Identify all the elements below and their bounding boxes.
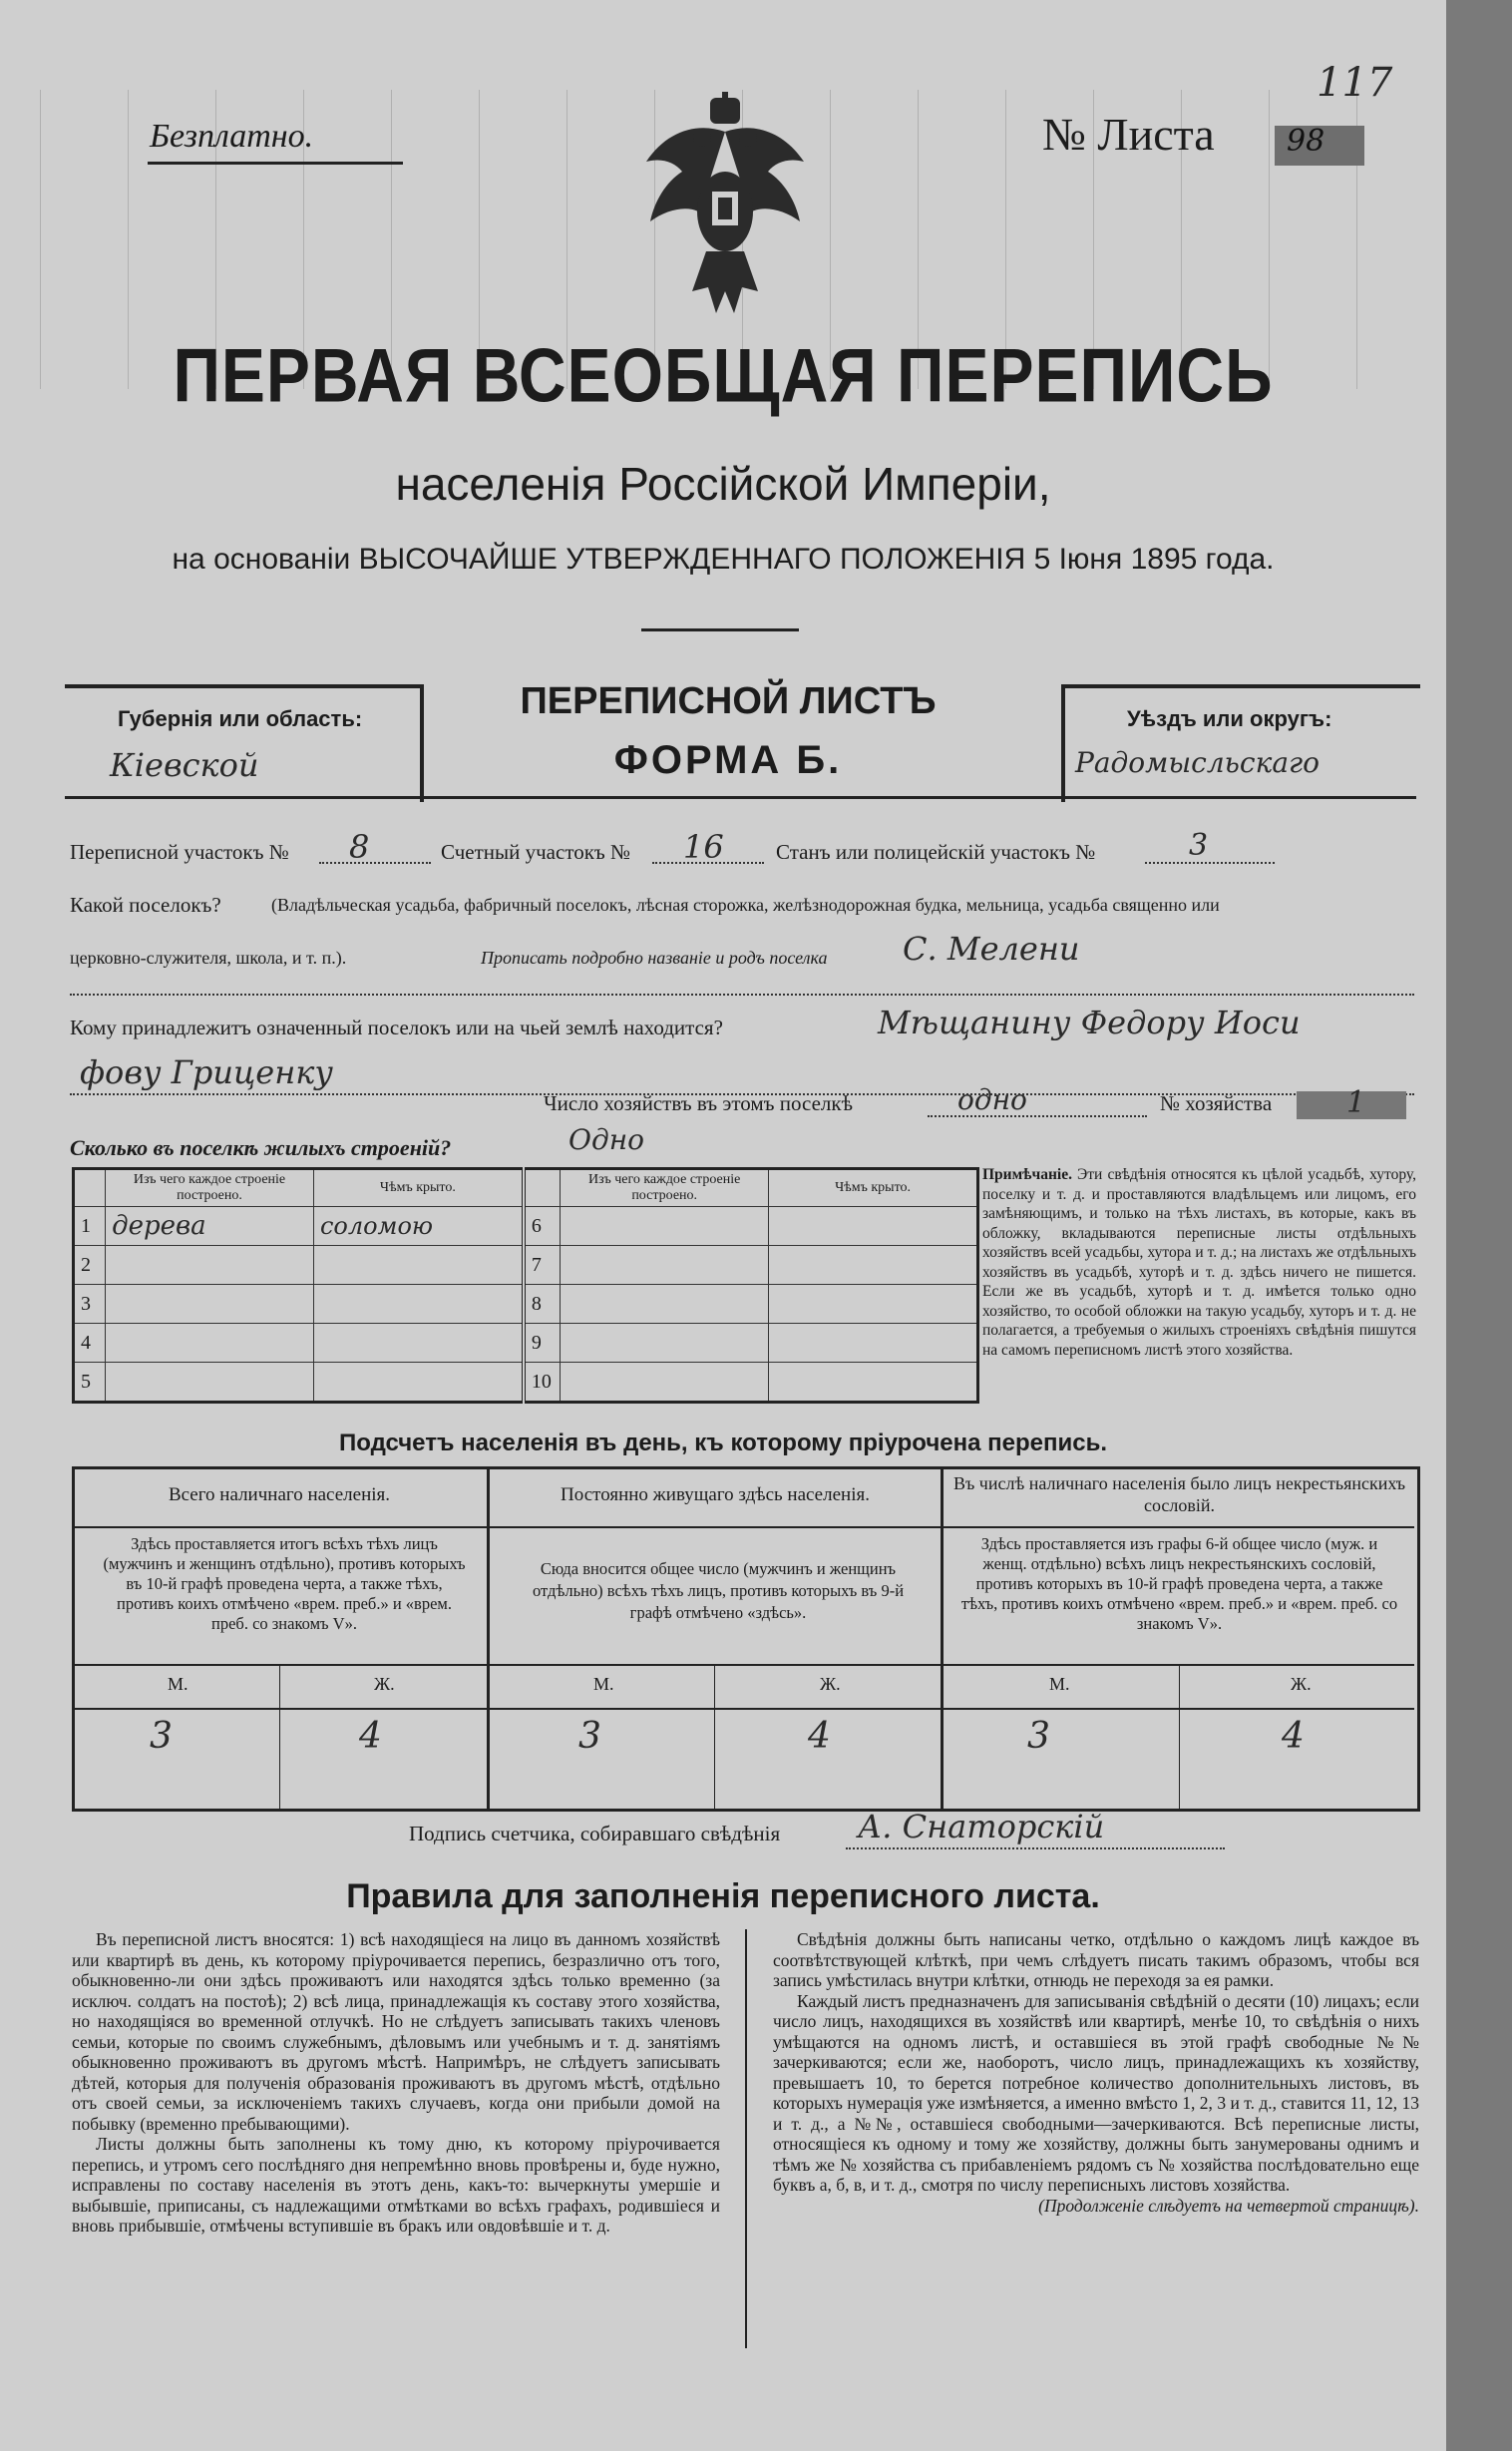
- counting-district-value: 16: [683, 828, 724, 866]
- rules-right-p1: Свѣдѣнія должны быть написаны четко, отдѣльно о каждомъ лицѣ каждое въ соотвѣтствующей клѣткѣ, при чемъ слѣдуетъ писать такимъ образомъ, чтобы вся запись умѣстилась внутри клѣтки, отнюдь не переходя за ея рамки.: [773, 1929, 1419, 1990]
- totals-divider-1: [487, 1466, 490, 1809]
- district-label: Уѣздъ или округъ:: [1127, 706, 1332, 731]
- basis-line: на основаніи ВЫСОЧАЙШЕ УТВЕРЖДЕННАГО ПОЛОЖЕНІЯ 5 Іюня 1895 года.: [172, 543, 1275, 576]
- owner-value-1: Мѣщанину Федору Иоси: [878, 1004, 1301, 1041]
- rules-left-column: [72, 1929, 720, 2237]
- counting-district-label: Счетный участокъ №: [441, 840, 631, 864]
- totals-value-f-1: 4: [359, 1716, 382, 1757]
- census-district-line: [319, 862, 431, 864]
- note-text: Эти свѣдѣнія относятся къ цѣлой усадьбѣ, хутору, поселку и т. д. и проставляются владѣльцемъ или лицомъ, его замѣняющимъ, и только на тѣхъ листахъ, въ которые, какъ въ обложку, вкладываются переписные листы отдѣльныхъ хозяйствъ всей усадьбы, хутора и т. д.; на листахъ же отдѣльныхъ хозяйствъ въ усадьбѣ, хуторѣ и т. д. здѣсь ничего не пишется. Если же въ усадьбѣ, хуторѣ и т. д. имѣется только одно хозяйство, то особой обложки на такую усадьбу, хуторъ и т. д. не полагается, а требуемыя о жилыхъ строеніяхъ свѣдѣнія пишутся на самомъ переписномъ листѣ этого хозяйства.: [982, 1166, 1416, 1359]
- free-label: Безплатно.: [150, 118, 314, 155]
- province-label: Губернія или область:: [118, 706, 363, 731]
- totals-m-2: М.: [593, 1674, 614, 1694]
- rules-title: Правила для заполненія переписного листа.: [346, 1877, 1100, 1915]
- totals-f-1: Ж.: [374, 1674, 395, 1694]
- signature-label: Подпись счетчика, собиравшаго свѣдѣнія: [409, 1822, 781, 1845]
- main-title: ПЕРВАЯ ВСЕОБЩАЯ ПЕРЕПИСЬ: [173, 332, 1274, 418]
- police-district-value: 3: [1189, 828, 1209, 863]
- totals-sub-1: [279, 1664, 280, 1809]
- form-name: ФОРМА Б.: [613, 738, 843, 782]
- totals-mf-rule-top: [72, 1664, 1414, 1666]
- households-value: одно: [957, 1083, 1027, 1116]
- rules-left-p1: Въ переписной листъ вносятся: 1) всѣ находящіеся на лицо въ данномъ хозяйствѣ или квартирѣ въ день, къ которому пріурочивается перепись, безразлично отъ того, обыкновенно-ли они здѣсь проживаютъ или находятся здѣсь только временно (за исключ. солдатъ на постоѣ); 2) всѣ лица, принадлежащія къ составу этого хозяйства, но находящіяся во временной отлучкѣ. Но не слѣдуетъ записывать такихъ членовъ семьи, которые по своимъ служебнымъ, дѣловымъ или учебнымъ и т. д. занятіямъ обыкновенно проживаютъ въ другомъ мѣстѣ. Напримѣръ, не слѣдуетъ записывать дѣтей, которыя для полученія образованія проживаютъ въ другомъ мѣстѣ, отдѣльно отъ своей семьи, за исключеніемъ такихъ случаевъ, когда они прибыли домой на побывку (временно пребывающими).: [72, 1929, 720, 2134]
- district-box: [1061, 684, 1420, 802]
- totals-value-m-2: 3: [578, 1716, 601, 1757]
- settlement-hint-2: церковно-служителя, школа, и т. п.).: [70, 948, 347, 968]
- police-district-line: [1145, 862, 1275, 864]
- settlement-value: С. Мелени: [903, 930, 1080, 968]
- police-district-label: Станъ или полицейскій участокъ №: [776, 840, 1096, 864]
- buildings-col-material-2: Изъ чего каждое строеніе построено.: [561, 1169, 769, 1207]
- households-label: Число хозяйствъ въ этомъ поселкѣ: [544, 1091, 853, 1115]
- household-no-label: № хозяйства: [1160, 1091, 1273, 1115]
- table-row: 1 дерева соломою 6: [74, 1207, 978, 1246]
- totals-sub-2: [714, 1664, 715, 1809]
- owner-value-2: фову Гриценку: [80, 1053, 333, 1091]
- totals-table: [72, 1466, 1420, 1812]
- title-divider: [641, 628, 799, 631]
- settlement-hint-1: (Владѣльческая усадьба, фабричный поселокъ, лѣсная сторожка, желѣзнодорожная будка, мельница, усадьба священно или: [271, 895, 1220, 915]
- buildings-question: Сколько въ поселкѣ жилыхъ строеній?: [70, 1135, 452, 1160]
- imperial-eagle-emblem: [636, 92, 814, 323]
- owner-question: Кому принадлежитъ означенный поселокъ или на чьей землѣ находится?: [70, 1016, 723, 1039]
- households-line: [928, 1115, 1147, 1117]
- census-district-value: 8: [349, 828, 370, 866]
- rules-left-p2: Листы должны быть заполнены къ тому дню, къ которому пріурочивается перепись, и утромъ сего послѣдняго дня непремѣнно вновь провѣрены и, буде нужно, исправлены по составу населенія въ этотъ день, какъ-то: вычеркнуты умершіе и выбывшіе, приписаны, съ надлежащими отмѣтками во всѣхъ графахъ, родившіеся и вновь прибывшіе, отмѣчены вступившіе въ бракъ или овдовѣвшіе и т. д.: [72, 2134, 720, 2236]
- totals-col2-desc: Сюда вносится общее число (мужчинъ и женщинъ отдѣльно) всѣхъ тѣхъ лицъ, противъ которыхъ въ 9-й графѣ отмѣчено «здѣсь».: [532, 1559, 905, 1622]
- buildings-value: Одно: [568, 1123, 645, 1156]
- table-row: 3 8: [74, 1285, 978, 1324]
- household-no-value: 1: [1346, 1085, 1366, 1120]
- totals-col1-desc: Здѣсь проставляется итогъ всѣхъ тѣхъ лицъ (мужчинъ и женщинъ отдѣльно), противъ которыхъ въ 10-й графѣ проведена черта, а также тѣхъ, противъ коихъ отмѣчено «врем. преб.» и «врем. преб. со знакомъ V».: [103, 1534, 466, 1633]
- totals-head-rule-1: [72, 1526, 1414, 1528]
- totals-m-1: М.: [168, 1674, 189, 1694]
- totals-f-3: Ж.: [1291, 1674, 1312, 1694]
- totals-sub-3: [1179, 1664, 1180, 1809]
- totals-col3-desc: Здѣсь проставляется изъ графы 6-й общее число (муж. и женщ. отдѣльно) всѣхъ лицъ некрестьянскихъ сословій, противъ которыхъ въ 10-й графѣ проведена черта, а также тѣхъ, противъ коихъ отмѣчено «врем. преб.» и «врем. преб. со знакомъ V».: [960, 1534, 1398, 1633]
- totals-value-m-3: 3: [1027, 1716, 1050, 1757]
- totals-value-f-2: 4: [808, 1716, 831, 1757]
- totals-divider-2: [941, 1466, 944, 1809]
- subtitle: населенія Россійской Имперіи,: [395, 458, 1051, 510]
- table-row: 5 10: [74, 1363, 978, 1403]
- rules-column-divider: [745, 1929, 747, 2348]
- sheet-number-value: 98: [1287, 124, 1325, 159]
- free-underline: [148, 162, 403, 165]
- totals-value-f-3: 4: [1282, 1716, 1305, 1757]
- table-row: 4 9: [74, 1324, 978, 1363]
- buildings-table: [72, 1167, 979, 1404]
- buildings-col-material: Изъ чего каждое строеніе построено.: [106, 1169, 314, 1207]
- note-block: [982, 1165, 1416, 1360]
- census-district-label: Переписной участокъ №: [70, 840, 289, 864]
- totals-f-2: Ж.: [820, 1674, 841, 1694]
- totals-mf-rule-bottom: [72, 1708, 1414, 1710]
- totals-title: Подсчетъ населенія въ день, къ которому пріурочена перепись.: [339, 1430, 1107, 1456]
- signature-line: [846, 1847, 1225, 1849]
- buildings-col-roof-2: Чѣмъ крыто.: [769, 1169, 978, 1207]
- totals-col2-head: Постоянно живущаго здѣсь населенія.: [561, 1484, 870, 1505]
- settlement-question: Какой поселокъ?: [70, 893, 221, 917]
- rules-right-p2: Каждый листъ предназначенъ для записыванія свѣдѣній о десяти (10) лицахъ; если число лицъ, находящихся въ хозяйствѣ или квартирѣ, менѣе 10, то свѣдѣнія о нихъ умѣщаются на одномъ листѣ, и оставшіеся въ этой графѣ свободные №№ зачеркиваются; если же, наоборотъ, число лицъ, принадлежащихъ къ хозяйству, превышаетъ 10, то берется потребное количество дополнительныхъ листовъ, въ которыхъ нумерація уже измѣняется, а именно вмѣсто 1, 2, 3 и т. д., ставится 11, 12, 13 и т. д., а №№, оставшіеся свободными—зачеркиваются. Всѣ переписные листы, относящіеся къ одному и тому же хозяйству, должны быть занумерованы однимъ и тѣмъ же № хозяйства съ прибавленіемъ рядомъ съ № хозяйства послѣдовательно еще буквъ а, б, в, и т. д., смотря по числу переписныхъ листовъ хозяйства.: [773, 1990, 1419, 2195]
- totals-m-3: М.: [1049, 1674, 1070, 1694]
- signature-value: А. Снаторскій: [858, 1808, 1105, 1845]
- province-value: Кіевской: [110, 746, 259, 784]
- totals-value-m-1: 3: [150, 1716, 173, 1757]
- table-row: 2 7: [74, 1246, 978, 1285]
- sheet-title: ПЕРЕПИСНОЙ ЛИСТЪ: [520, 680, 937, 722]
- buildings-col-roof: Чѣмъ крыто.: [313, 1169, 523, 1207]
- totals-col3-head: Въ числѣ наличнаго населенія было лицъ некрестьянскихъ сословій.: [952, 1473, 1405, 1515]
- totals-col1-head: Всего наличнаго населенія.: [168, 1484, 391, 1505]
- settlement-hint-3: Прописать подробно названіе и родъ поселка: [481, 948, 828, 968]
- form-header-bottom-rule: [65, 796, 1416, 799]
- settlement-line: [70, 994, 1414, 996]
- rules-continued: (Продолженіе слѣдуетъ на четвертой страницѣ).: [1038, 2195, 1419, 2216]
- archive-number: 117: [1317, 60, 1393, 106]
- district-value: Радомысльскаго: [1075, 746, 1321, 779]
- rules-right-column: [773, 1929, 1419, 2216]
- note-title: Примѣчаніе.: [982, 1166, 1072, 1183]
- province-box: [65, 684, 424, 802]
- sheet-number-label: № Листа: [1042, 109, 1215, 160]
